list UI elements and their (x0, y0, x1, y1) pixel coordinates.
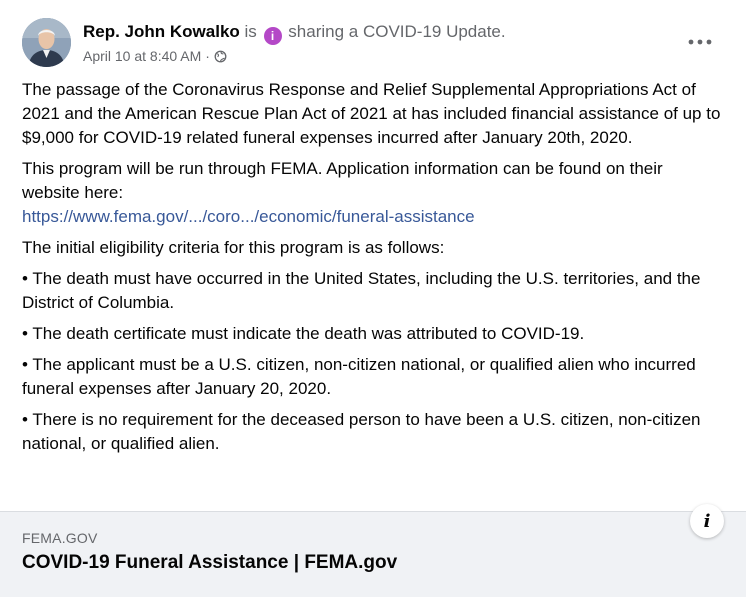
bullet-item-1: • The death must have occurred in the United States, including the U.S. territories, and the District of Columbia. (22, 269, 701, 312)
fema-link[interactable]: https://www.fema.gov/.../coro.../economic/funeral-assistance (22, 207, 475, 226)
post-meta (83, 47, 227, 67)
globe-icon[interactable] (214, 49, 227, 67)
activity-text: sharing a COVID-19 Update. (288, 22, 506, 41)
bullet-item-4: • There is no requirement for the deceased person to have been a U.S. citizen, non-citizen national, or qualified alien. (22, 410, 701, 453)
post-header (22, 18, 724, 70)
bullet-item-2: • The death certificate must indicate the death was attributed to COVID-19. (22, 324, 585, 343)
avatar-portrait-icon (22, 18, 71, 67)
activity-prefix: is (244, 22, 257, 41)
author-line (83, 21, 506, 45)
info-activity-icon: i (264, 27, 282, 45)
body-paragraph-2 (22, 157, 722, 229)
body-paragraph-1: The passage of the Coronavirus Response and Relief Supplemental Appropriations Act of 2021 and the American Rescue Plan Act of 2021 at has included financial assistance of up to $9,000 for COVID-19 related funeral expenses incurred after January 20th, 2020. (22, 80, 721, 147)
info-icon[interactable]: i (690, 504, 724, 538)
preview-title[interactable]: COVID-19 Funeral Assistance | FEMA.gov (22, 552, 398, 573)
ellipsis-icon (688, 39, 712, 45)
author-name[interactable]: Rep. John Kowalko (83, 22, 240, 41)
body-paragraph-3: The initial eligibility criteria for this program is as follows: (22, 238, 445, 257)
bullet-item-3: • The applicant must be a U.S. citizen, non-citizen national, or qualified alien who incurred funeral expenses after January 20, 2020. (22, 355, 696, 398)
body-paragraph-2-text: This program will be run through FEMA. Application information can be found on their website here: (22, 159, 663, 202)
link-preview-card[interactable] (0, 511, 746, 597)
post-timestamp[interactable]: April 10 at 8:40 AM (83, 48, 202, 64)
meta-separator: · (205, 48, 210, 64)
more-options-button[interactable] (682, 28, 718, 56)
post-body (22, 78, 722, 463)
preview-domain: FEMA.GOV (22, 530, 98, 546)
author-avatar[interactable] (22, 18, 71, 67)
